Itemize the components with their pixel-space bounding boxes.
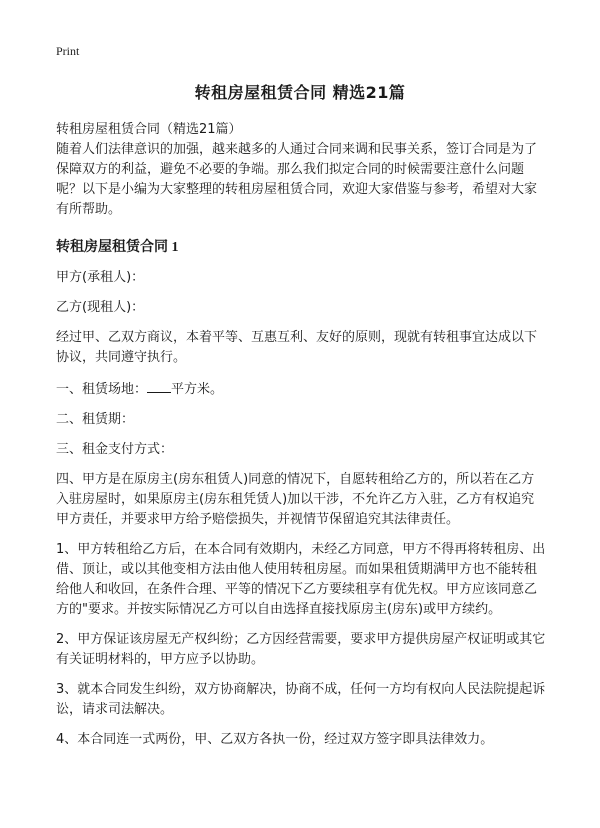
clause-3: 三、租金支付方式：	[56, 442, 174, 457]
party-b-line: 乙方(现租人)：	[56, 300, 145, 315]
page-title: 转租房屋租赁合同 精选21篇	[194, 83, 406, 102]
item-2: 2、甲方保证该房屋无产权纠纷；乙方因经营需要，要求甲方提供房屋产权证明或其它有关证明材料的，甲方应予以协助。	[56, 632, 546, 667]
section-heading: 转租房屋租赁合同 1	[56, 240, 179, 255]
item-4: 4、本合同连一式两份，甲、乙双方各执一份，经过双方签字即具法律效力。	[56, 732, 494, 747]
clause-1	[56, 378, 546, 400]
clause-2: 二、租赁期：	[56, 412, 135, 427]
print-link[interactable]: Print	[56, 44, 80, 58]
agreement-intro: 经过甲、乙双方商议，本着平等、互惠互利、友好的原则，现就有转租事宜达成以下协议，共同遵守执行。	[56, 330, 538, 365]
item-3: 3、就本合同发生纠纷，双方协商解决，协商不成，任何一方均有权向人民法院提起诉讼，请求司法解决。	[56, 682, 546, 717]
clause-1-suffix: 平方米。	[171, 382, 224, 397]
document-body	[56, 120, 546, 750]
party-a-line: 甲方(承租人)：	[56, 270, 145, 285]
blank-line	[147, 378, 171, 393]
document-subtitle: 转租房屋租赁合同（精选21篇）	[56, 122, 242, 137]
clause-4: 四、甲方是在原房主(房东租赁人)同意的情况下，自愿转租给乙方的，所以若在乙方入驻房屋时，如果原房主(房东租凭赁人)加以干涉，不允许乙方入驻，乙方有权追究甲方责任，并要求甲方给予赔偿损失，并视情节保留追究其法律责任。	[56, 472, 535, 527]
clause-1-prefix: 一、租赁场地：	[56, 382, 148, 397]
item-1: 1、甲方转租给乙方后，在本合同有效期内，未经乙方同意，甲方不得再将转租房、出借、顶让，或以其他变相方法由他人使用转租房屋。而如果租赁期满甲方也不能转租给他人和收回，在条件合理、平等的情况下乙方要续租享有优先权。甲方应该同意乙方的"要求。并按实际情况乙方可以自由选择直接找原房主(房东)或甲方续约。	[56, 542, 546, 617]
intro-paragraph: 随着人们法律意识的加强，越来越多的人通过合同来调和民事关系，签订合同是为了保障双方的利益，避免不必要的争端。那么我们拟定合同的时候需要注意什么问题呢？以下是小编为大家整理的转租房屋租赁合同，欢迎大家借鉴与参考，希望对大家有所帮助。	[56, 142, 538, 217]
